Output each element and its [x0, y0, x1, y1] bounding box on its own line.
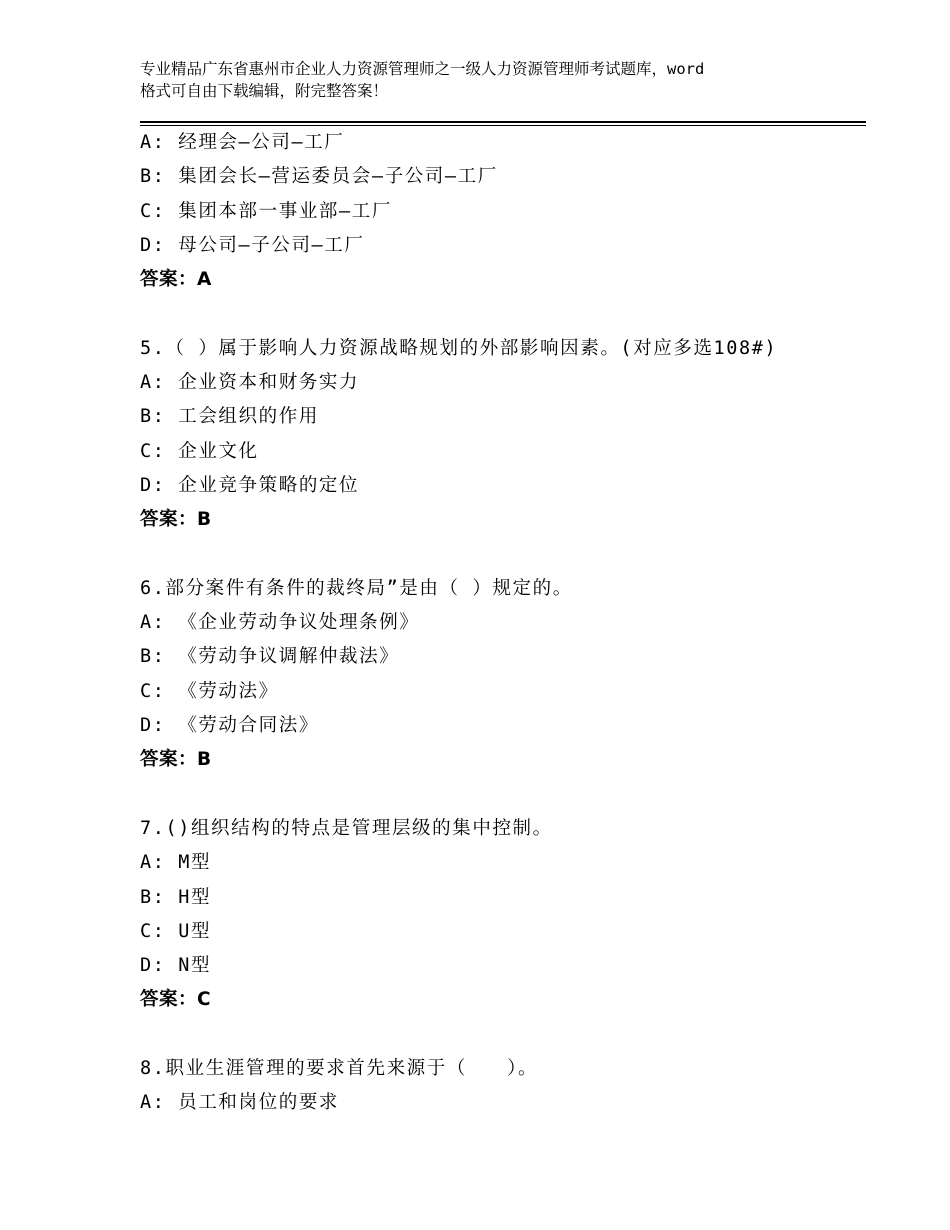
header-line-1: 专业精品广东省惠州市企业人力资源管理师之一级人力资源管理师考试题库，word	[140, 60, 705, 78]
spacer	[140, 778, 860, 812]
option-c: C: 集团本部一事业部—工厂	[140, 200, 392, 222]
answer-text: 答案：A	[140, 269, 212, 291]
answer-text: 答案：B	[140, 509, 212, 531]
question-4-block	[140, 126, 860, 297]
option-d: D: 母公司—子公司—工厂	[140, 234, 365, 256]
question-text: 6.部分案件有条件的裁终局”是由（ ）规定的。	[140, 577, 573, 599]
option-a: A: 经理会—公司—工厂	[140, 132, 345, 153]
option-a: A: M型	[140, 852, 212, 874]
spacer	[140, 538, 860, 572]
question-list	[140, 126, 860, 1121]
header-line-2: 格式可自由下载编辑，附完整答案！	[140, 82, 389, 100]
question-text: 5.（ ）属于影响人力资源战略规划的外部影响因素。(对应多选108#)	[140, 337, 778, 359]
option-b: B: 工会组织的作用	[140, 406, 319, 428]
option-c: C: 企业文化	[140, 440, 259, 462]
answer-text: 答案：C	[140, 989, 212, 1011]
option-d: D: 企业竞争策略的定位	[140, 474, 360, 496]
option-a: A: 企业资本和财务实力	[140, 372, 360, 394]
option-d: D: 《劳动合同法》	[140, 715, 319, 737]
question-8-block	[140, 1052, 860, 1121]
spacer	[140, 1018, 860, 1052]
option-c: C: 《劳动法》	[140, 680, 279, 702]
document-header	[140, 58, 840, 102]
option-b: B: 集团会长—营运委员会—子公司—工厂	[140, 166, 498, 188]
option-d: D: N型	[140, 955, 212, 977]
question-text: 8.职业生涯管理的要求首先来源于（ ）。	[140, 1058, 539, 1080]
option-a: A: 《企业劳动争议处理条例》	[140, 612, 420, 634]
question-7-block	[140, 812, 860, 1018]
spacer	[140, 297, 860, 331]
header-divider-thick	[140, 121, 866, 123]
question-5-block	[140, 332, 860, 538]
answer-text: 答案：B	[140, 749, 212, 771]
question-6-block	[140, 572, 860, 778]
question-text: 7.()组织结构的特点是管理层级的集中控制。	[140, 817, 553, 839]
option-c: C: U型	[140, 920, 212, 942]
option-b: B: H型	[140, 886, 212, 908]
option-a: A: 员工和岗位的要求	[140, 1092, 340, 1114]
option-b: B: 《劳动争议调解仲裁法》	[140, 646, 400, 668]
